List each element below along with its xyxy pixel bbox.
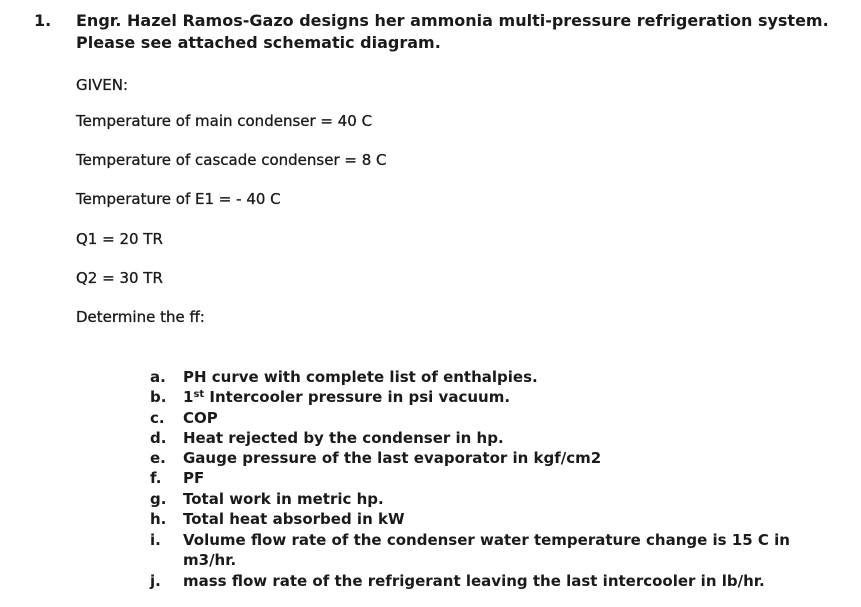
list-item-i: i. Volume flow rate of the condenser water temperature change is 15 C in xyxy=(150,531,790,549)
given-heading: GIVEN: xyxy=(76,76,129,94)
given-q2: Q2 = 30 TR xyxy=(76,269,163,287)
question-line-1: Engr. Hazel Ramos-Gazo designs her ammonia multi-pressure refrigeration system. xyxy=(76,11,829,30)
given-main-condenser: Temperature of main condenser = 40 C xyxy=(76,112,373,130)
given-q1: Q1 = 20 TR xyxy=(76,230,163,248)
question-number: 1. xyxy=(34,11,52,30)
given-e1-temperature: Temperature of E1 = - 40 C xyxy=(76,190,281,208)
list-item-b: b. 1st Intercooler pressure in psi vacuum. xyxy=(150,388,511,406)
list-item-e: e. Gauge pressure of the last evaporator in kgf/cm2 xyxy=(150,449,602,467)
list-item-g: g. Total work in metric hp. xyxy=(150,490,384,508)
list-item-c: c. COP xyxy=(150,409,218,427)
given-cascade-condenser: Temperature of cascade condenser = 8 C xyxy=(76,151,387,169)
list-item-a: a. PH curve with complete list of enthalpies. xyxy=(150,368,538,386)
list-item-j: j. mass flow rate of the refrigerant leaving the last intercooler in lb/hr. xyxy=(150,572,765,590)
list-item-f: f. PF xyxy=(150,469,205,487)
list-item-i-continuation: m3/hr. xyxy=(183,551,237,569)
determine-heading: Determine the ff: xyxy=(76,308,205,326)
list-item-d: d. Heat rejected by the condenser in hp. xyxy=(150,429,504,447)
question-line-2: Please see attached schematic diagram. xyxy=(76,33,441,52)
list-item-h: h. Total heat absorbed in kW xyxy=(150,510,405,528)
